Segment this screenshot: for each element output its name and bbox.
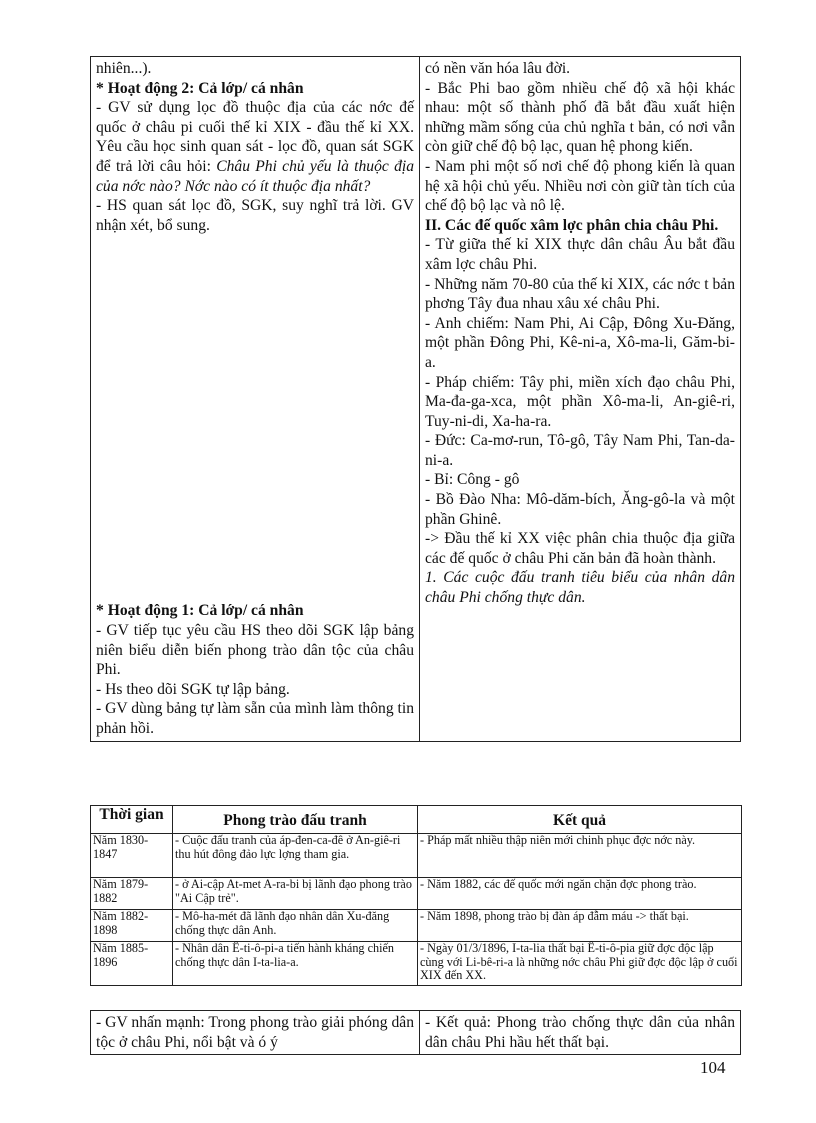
content-p6: - Anh chiếm: Nam Phi, Ai Cập, Đông Xu-Đăng, một phần Đông Phi, Kê-ni-a, Xô-ma-li, Găm-bi-a. bbox=[425, 314, 735, 371]
row-time: Năm 1885-1896 bbox=[91, 942, 173, 986]
content-p2: - Bắc Phi bao gồm nhiều chế độ xã hội khác nhau: một số thành phố đã bắt đầu xuất hiện những mầm sống của chủ nghĩa t bản, có nơi vẫn còn giữ chế độ bộ lạc, quan hệ phong kiến. bbox=[425, 79, 735, 156]
content-p8: - Đức: Ca-mơ-run, Tô-gô, Tây Nam Phi, Tan-da-ni-a. bbox=[425, 432, 735, 469]
activity2-question: Châu Phi chủ yếu là thuộc địa của nớc nào? Nớc nào có ít thuộc địa nhất? bbox=[96, 157, 414, 195]
content-p7: - Pháp chiếm: Tây phi, miền xích đạo châu Phi, Ma-đa-ga-xca, một phần Xô-ma-li, An-giê-ri, Tuy-ni-di, Xa-ha-ra. bbox=[425, 373, 735, 430]
activity2-instruction: - GV sử dụng lọc đồ thuộc địa của các nớc đế quốc ở châu pi cuối thế kỉ XIX - đầu thế kỉ XX. Yêu cầu học sinh quan sát - lọc đồ, quan sát SGK để trả lời câu hỏi: bbox=[96, 99, 414, 175]
activity1-heading: * Hoạt động 1: Cả lớp/ cá nhân bbox=[96, 602, 304, 620]
closing-result-note: - Kết quả: Phong trào chống thực dân của nhân dân châu Phi hầu hết thất bại. bbox=[420, 1011, 741, 1055]
content-p1: có nền văn hóa lâu đời. bbox=[425, 60, 571, 77]
row-time: Năm 1882-1898 bbox=[91, 910, 173, 942]
row-movement: - ở Ai-cập At-met A-ra-bi bị lãnh đạo phong trào "Ai Cập trẻ". bbox=[173, 878, 418, 910]
row-movement: - Mô-ha-mét đã lãnh đạo nhân dân Xu-đăng chống thực dân Anh. bbox=[173, 910, 418, 942]
content-p10: - Bồ Đào Nha: Mô-dăm-bích, Ăng-gô-la và một phần Ghinê. bbox=[425, 491, 735, 528]
table-row bbox=[91, 834, 742, 878]
struggles-subheading: 1. Các cuộc đấu tranh tiêu biểu của nhân dân châu Phi chống thực dân. bbox=[425, 569, 735, 607]
row-time: Năm 1830-1847 bbox=[91, 834, 173, 878]
table-row bbox=[91, 878, 742, 910]
content-p5: - Những năm 70-80 của thế kỉ XIX, các nớc t bản phơng Tây đua nhau xâu xé châu Phi. bbox=[425, 275, 735, 313]
activity2-heading: * Hoạt động 2: Cả lớp/ cá nhân bbox=[96, 79, 304, 97]
closing-table bbox=[90, 1010, 741, 1055]
row-result: - Pháp mất nhiều thập niên mới chinh phục đợc nớc này. bbox=[418, 834, 742, 878]
timeline-table bbox=[90, 805, 742, 986]
header-time: Thời gian bbox=[91, 806, 173, 834]
row-result: - Năm 1898, phong trào bị đàn áp đẫm máu -> thất bại. bbox=[418, 910, 742, 942]
activity1-feedback: - GV dùng bảng tự làm sẵn của mình làm thông tin phản hồi. bbox=[96, 700, 414, 737]
closing-row bbox=[91, 1011, 741, 1055]
row-movement: - Nhân dân Ê-ti-ô-pi-a tiến hành kháng chiến chống thực dân I-ta-lia-a. bbox=[173, 942, 418, 986]
table-row bbox=[91, 942, 742, 986]
row-result: - Năm 1882, các đế quốc mới ngăn chặn đợc phong trào. bbox=[418, 878, 742, 910]
header-movement: Phong trào đấu tranh bbox=[173, 806, 418, 834]
timeline-header-row bbox=[91, 806, 742, 834]
content-p9: - Bỉ: Công - gô bbox=[425, 471, 520, 489]
activity1-student-task: - Hs theo dõi SGK tự lập bảng. bbox=[96, 680, 290, 698]
row-movement: - Cuộc đấu tranh của áp-đen-ca-đê ở An-giê-ri thu hút đông đảo lực lợng tham gia. bbox=[173, 834, 418, 878]
teacher-activity-column bbox=[91, 57, 420, 742]
section2-heading: II. Các đế quốc xâm lợc phân chia châu Phi. bbox=[425, 216, 719, 234]
content-p11: -> Đầu thế kỉ XX việc phân chia thuộc địa giữa các đế quốc ở châu Phi căn bản đã hoàn thành. bbox=[425, 530, 735, 567]
lesson-table bbox=[90, 56, 741, 742]
lesson-row bbox=[91, 57, 741, 742]
activity2-response: - HS quan sát lọc đồ, SGK, suy nghĩ trả lời. GV nhận xét, bổ sung. bbox=[96, 197, 414, 234]
intro-text: nhiên...). bbox=[96, 60, 152, 77]
table-row bbox=[91, 910, 742, 942]
activity1-instruction: - GV tiếp tục yêu cầu HS theo dõi SGK lập bảng niên biểu diễn biến phong trào dân tộc của châu Phi. bbox=[96, 621, 414, 679]
content-p3: - Nam phi một số nơi chế độ phong kiến là quan hệ xã hội chủ yếu. Nhiều nơi còn giữ tàn tích của chế độ bộ lạc và nô lệ. bbox=[425, 157, 735, 215]
content-column bbox=[420, 57, 741, 742]
header-result: Kết quả bbox=[418, 806, 742, 834]
content-p4: - Từ giữa thế kỉ XIX thực dân châu Âu bắt đầu xâm lợc châu Phi. bbox=[425, 236, 735, 273]
page-number: 104 bbox=[700, 1058, 726, 1077]
closing-teacher-note: - GV nhấn mạnh: Trong phong trào giải phóng dân tộc ở châu Phi, nổi bật và ó ý bbox=[91, 1011, 420, 1055]
row-time: Năm 1879-1882 bbox=[91, 878, 173, 910]
row-result: - Ngày 01/3/1896, I-ta-lia thất bại Ê-ti-ô-pia giữ đợc độc lập cùng với Li-bê-ri-a là những nớc châu Phi giữ đợc độc lập ở cuối XIX đến XX. bbox=[418, 942, 742, 986]
column-spacer bbox=[96, 235, 414, 601]
